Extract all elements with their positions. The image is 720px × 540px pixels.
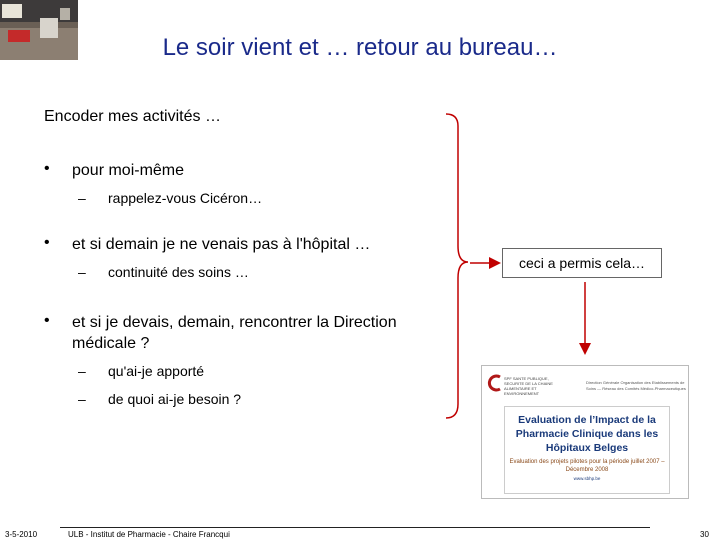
result-box: ceci a permis cela… xyxy=(502,248,662,278)
bullet-text: pour moi-même xyxy=(72,162,185,179)
report-subtitle: Evaluation des projets pilotes pour la période juillet 2007 – Décembre 2008 xyxy=(509,459,665,473)
ministry-logo-icon xyxy=(486,374,504,392)
bullet-marker: • xyxy=(44,234,50,251)
bullet-text: et si demain je ne venais pas à l'hôpital … xyxy=(72,236,371,253)
footer-divider xyxy=(60,527,650,528)
bullet-marker: • xyxy=(44,312,50,329)
sub-bullet-text: rappelez-vous Cicéron… xyxy=(108,190,263,206)
bullet-marker: • xyxy=(44,160,50,177)
slide-title: Le soir vient et … retour au bureau… xyxy=(162,34,558,61)
sub-bullet-text: qu'ai-je apporté xyxy=(108,363,205,379)
sub-bullet-text: continuité des soins … xyxy=(108,264,249,280)
sub-marker: – xyxy=(78,264,86,280)
footer-page-number: 30 xyxy=(700,530,709,539)
report-title: Evaluation de l’Impact de la Pharmacie Clinique dans les Hôpitaux Belges xyxy=(515,414,659,454)
report-inner-frame xyxy=(504,406,670,494)
report-org-left: SPF SANTE PUBLIQUE, SECURITE DE LA CHAINE ALIMENTAIRE ET ENVIRONNEMENT xyxy=(504,376,553,396)
bullet-text: et si je devais, demain, rencontrer la Direction médicale ? xyxy=(72,314,397,352)
sub-marker: – xyxy=(78,190,86,206)
sub-marker: – xyxy=(78,363,86,379)
sub-marker: – xyxy=(78,391,86,407)
report-org-right: Direction Générale Organisation des Etablissements de Soins — Réseau des Comités Médico-Pharmaceutiques xyxy=(586,380,686,391)
report-url: www.sbhp.be xyxy=(573,476,601,481)
footer-date: 3-5-2010 xyxy=(5,530,38,539)
footer-institution: ULB - Institut de Pharmacie - Chaire Francqui xyxy=(68,530,230,539)
sub-bullet-text: de quoi ai-je besoin ? xyxy=(108,391,242,407)
report-cover-image xyxy=(481,365,689,499)
intro-text: Encoder mes activités … xyxy=(44,108,221,125)
